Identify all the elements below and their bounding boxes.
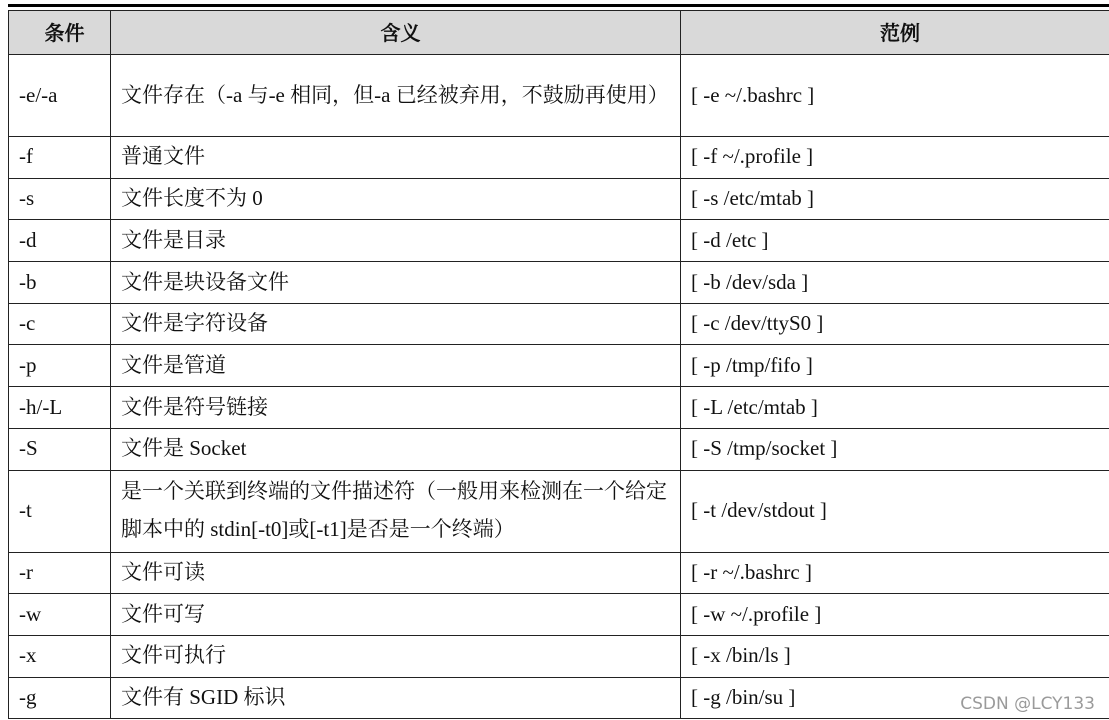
cell-meaning: 文件是块设备文件	[111, 262, 681, 304]
table-row	[9, 594, 1109, 636]
cell-meaning: 文件存在（-a 与-e 相同，但-a 已经被弃用，不鼓励再使用）	[111, 55, 681, 137]
cell-example: [ -L /etc/mtab ]	[681, 387, 1109, 429]
cell-meaning: 文件是目录	[111, 220, 681, 262]
cell-condition: -g	[9, 677, 111, 719]
cell-meaning: 是一个关联到终端的文件描述符（一般用来检测在一个给定脚本中的 stdin[-t0]或[-t1]是否是一个终端）	[111, 470, 681, 552]
table-row	[9, 137, 1109, 179]
table-row	[9, 345, 1109, 387]
cell-condition: -d	[9, 220, 111, 262]
header-condition: 条件	[9, 11, 111, 55]
table-row	[9, 178, 1109, 220]
table-header-row	[9, 11, 1109, 55]
table-row	[9, 303, 1109, 345]
header-example: 范例	[681, 11, 1109, 55]
cell-meaning: 文件有 SGID 标识	[111, 677, 681, 719]
cell-meaning: 文件是 Socket	[111, 428, 681, 470]
cell-meaning: 文件可读	[111, 552, 681, 594]
cell-meaning: 文件可写	[111, 594, 681, 636]
table-row	[9, 387, 1109, 429]
cell-condition: -f	[9, 137, 111, 179]
table-row	[9, 552, 1109, 594]
table-body	[9, 55, 1109, 719]
cell-example: [ -f ~/.profile ]	[681, 137, 1109, 179]
cell-condition: -h/-L	[9, 387, 111, 429]
table-row	[9, 428, 1109, 470]
cell-example: [ -r ~/.bashrc ]	[681, 552, 1109, 594]
cell-example: [ -e ~/.bashrc ]	[681, 55, 1109, 137]
cell-condition: -w	[9, 594, 111, 636]
cell-meaning: 文件是符号链接	[111, 387, 681, 429]
cell-condition: -p	[9, 345, 111, 387]
cell-example: [ -g /bin/su ]	[681, 677, 1109, 719]
cell-condition: -s	[9, 178, 111, 220]
table-row	[9, 470, 1109, 552]
top-rule	[8, 4, 1109, 7]
cell-condition: -t	[9, 470, 111, 552]
cell-meaning: 文件长度不为 0	[111, 178, 681, 220]
cell-example: [ -S /tmp/socket ]	[681, 428, 1109, 470]
cell-example: [ -c /dev/ttyS0 ]	[681, 303, 1109, 345]
cell-example: [ -b /dev/sda ]	[681, 262, 1109, 304]
cell-meaning: 文件是管道	[111, 345, 681, 387]
cell-example: [ -x /bin/ls ]	[681, 635, 1109, 677]
cell-example: [ -t /dev/stdout ]	[681, 470, 1109, 552]
cell-example: [ -d /etc ]	[681, 220, 1109, 262]
cell-example: [ -p /tmp/fifo ]	[681, 345, 1109, 387]
cell-condition: -r	[9, 552, 111, 594]
cell-condition: -x	[9, 635, 111, 677]
table-row	[9, 220, 1109, 262]
cell-condition: -S	[9, 428, 111, 470]
cell-condition: -c	[9, 303, 111, 345]
table-row	[9, 677, 1109, 719]
cell-meaning: 文件是字符设备	[111, 303, 681, 345]
table-row	[9, 262, 1109, 304]
table-row	[9, 635, 1109, 677]
cell-condition: -b	[9, 262, 111, 304]
cell-meaning: 普通文件	[111, 137, 681, 179]
cell-meaning: 文件可执行	[111, 635, 681, 677]
cell-condition: -e/-a	[9, 55, 111, 137]
cell-example: [ -s /etc/mtab ]	[681, 178, 1109, 220]
watermark: CSDN @LCY133	[960, 694, 1095, 714]
table-row	[9, 55, 1109, 137]
header-meaning: 含义	[111, 11, 681, 55]
cell-example: [ -w ~/.profile ]	[681, 594, 1109, 636]
file-test-table	[8, 10, 1109, 719]
